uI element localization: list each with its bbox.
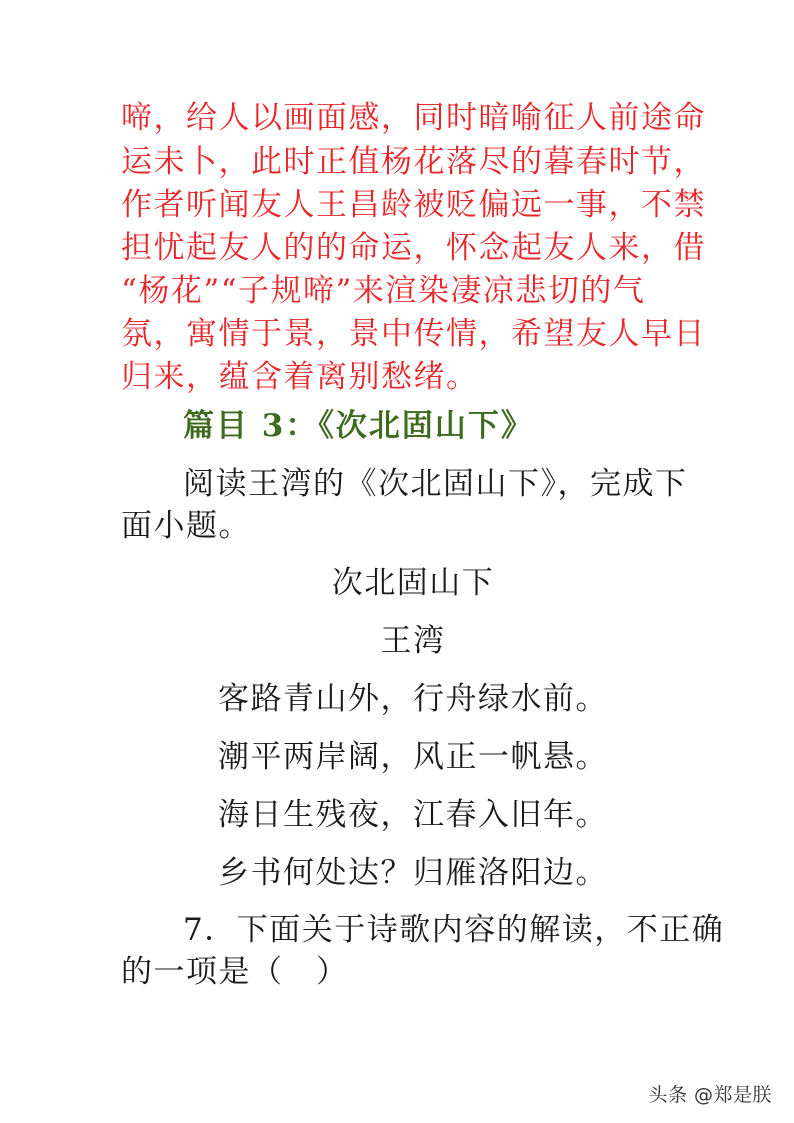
poem-title: 次北固山下 [331,565,495,601]
section-heading: 篇目 3：《次北固山下》 [183,408,534,444]
question-line-1: 7．下面关于诗歌内容的解读，不正确 [183,912,725,948]
instruction-line-1: 阅读王湾的《次北固山下》，完成下 [183,466,688,502]
poem-couplet-3: 海日生残夜，江春入旧年。 [218,797,608,833]
poem-couplet-4: 乡书何处达？归雁洛阳边。 [218,855,608,891]
poem-author: 王湾 [380,623,446,659]
answer-line-3: 作者听闻友人王昌龄被贬偏远一事，不禁 [121,187,706,223]
poem-couplet-2: 潮平两岸阔，风正一帆悬。 [218,739,608,775]
watermark: 头条 @郑是朕 [648,1084,772,1106]
answer-line-4: 担忧起友人的的命运，怀念起友人来，借 [121,230,706,266]
answer-line-1: 啼，给人以画面感，同时暗喻征人前途命 [121,100,706,136]
answer-line-2: 运未卜，此时正值杨花落尽的暮春时节， [121,144,706,180]
question-line-2: 的一项是（ ） [121,954,349,990]
answer-line-6: 氛，寓情于景，景中传情，希望友人早日 [121,316,706,352]
answer-line-5: “杨花”“子规啼”来渲染凄凉悲切的气 [121,273,646,309]
poem-couplet-1: 客路青山外，行舟绿水前。 [218,681,608,717]
instruction-line-2: 面小题。 [121,508,251,544]
answer-line-7: 归来，蕴含着离别愁绪。 [121,359,479,395]
